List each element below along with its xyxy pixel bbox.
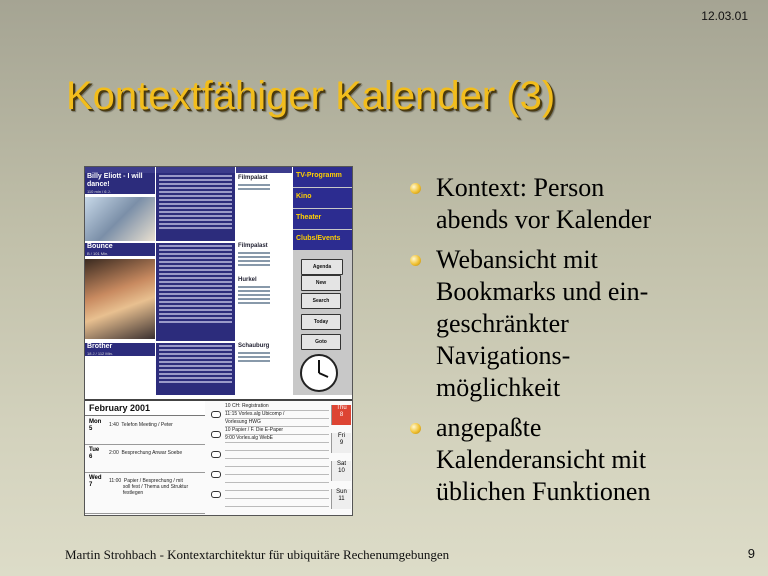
- movie-description: [156, 173, 235, 241]
- event-line: 11:15 Vorles.alg Ubicomp /: [225, 411, 329, 419]
- clock-icon: [299, 353, 339, 393]
- cinema-entry[interactable]: [236, 243, 292, 268]
- cinema-entry[interactable]: [236, 343, 292, 364]
- bullet-item: [407, 244, 727, 404]
- movie-subtitle: B / 101 Min.: [85, 251, 155, 256]
- day-tab[interactable]: Fri 9: [331, 433, 351, 453]
- binder-ring-icon: [211, 491, 221, 498]
- movie-photo: [85, 197, 155, 241]
- calendar-view: [85, 399, 352, 516]
- description-column: [156, 167, 235, 395]
- bullet-item: [407, 172, 727, 236]
- column-header: [236, 167, 292, 173]
- event-line: 9:00 Vorles.alg WebE: [225, 435, 329, 443]
- bookmark-kino[interactable]: [293, 188, 352, 208]
- cinema-name: Filmpalast: [238, 243, 268, 249]
- right-page-events[interactable]: [225, 403, 329, 507]
- movie-subtitle: 18 J / 112 Min.: [85, 351, 155, 356]
- calendar-day[interactable]: [85, 445, 205, 473]
- embedded-screenshot: [84, 166, 353, 516]
- today-button[interactable]: Today: [301, 314, 341, 330]
- bookmark-label: TV-Programm: [296, 172, 342, 179]
- day-tab[interactable]: Sun 11: [331, 489, 351, 509]
- bullet-item: [407, 412, 727, 508]
- movie-entry[interactable]: [85, 243, 155, 256]
- day-events: 11:00 Papier / Besprechung / mit soll fest / Thema und Struktur festlegen: [109, 478, 189, 496]
- goto-button[interactable]: Goto: [301, 334, 341, 350]
- movie-subtitle: 110 min / 6 J.: [85, 189, 155, 194]
- movie-photo: [85, 259, 155, 339]
- bookmark-theater[interactable]: [293, 209, 352, 229]
- bookmark-tv[interactable]: [293, 167, 352, 187]
- movie-entry[interactable]: [85, 173, 155, 194]
- bullet-list: [407, 172, 727, 508]
- event-line: 10 Papier / F. Die E-Paper: [225, 427, 329, 435]
- bookmark-label: Clubs/Events: [296, 235, 341, 242]
- binder-ring-icon: [211, 451, 221, 458]
- movie-title: Billy Eliott - I will dance!: [85, 173, 155, 189]
- web-view: [85, 167, 352, 399]
- new-button[interactable]: New: [301, 275, 341, 291]
- cinema-name: Filmpalast: [238, 175, 268, 181]
- calendar-day[interactable]: [85, 473, 205, 514]
- cinema-column: [236, 167, 292, 395]
- day-tab[interactable]: Thu 8: [331, 405, 351, 425]
- bullet-text: Kontext: Person abends vor Kalender: [436, 173, 652, 234]
- day-events: 2:00 Besprechung Anwar Soebe: [109, 450, 183, 456]
- event-line: Vorlesung HWG: [225, 419, 329, 427]
- slide-date: 12.03.01: [701, 9, 748, 23]
- cinema-name: Schauburg: [238, 343, 270, 349]
- search-button[interactable]: Search: [301, 293, 341, 309]
- day-events: 1:40 Telefon Meeting / Peter: [109, 422, 173, 428]
- calendar-day[interactable]: [85, 417, 205, 445]
- agenda-button[interactable]: Agenda: [301, 259, 343, 275]
- calendar-header: [85, 401, 205, 416]
- cinema-entry[interactable]: [236, 277, 292, 306]
- bullet-dot-icon: [410, 255, 421, 266]
- movie-entry[interactable]: [85, 343, 155, 356]
- movie-title: Bounce: [85, 243, 155, 251]
- movie-description: [156, 343, 235, 395]
- cinema-name: Hurkel: [238, 277, 257, 283]
- bookmark-label: Kino: [296, 193, 312, 200]
- bullet-text: Webansicht mit Bookmarks und ein- geschränkter Navigations- möglichkeit: [436, 245, 649, 402]
- day-label: Tue 6: [89, 447, 100, 460]
- bookmark-clubs[interactable]: [293, 230, 352, 250]
- movie-title: Brother: [85, 343, 155, 351]
- binder-ring-icon: [211, 471, 221, 478]
- slide-title: Kontextfähiger Kalender (3): [66, 74, 556, 118]
- binder-ring-icon: [211, 411, 221, 418]
- bullet-dot-icon: [410, 423, 421, 434]
- movie-column: [85, 167, 155, 395]
- event-line: 10 CH: Registration: [225, 403, 329, 411]
- bookmark-sidebar: [293, 167, 352, 395]
- cinema-entry[interactable]: [236, 175, 292, 192]
- calendar-month: February 2001: [89, 403, 151, 413]
- movie-description: [156, 243, 235, 341]
- day-label: Wed 7: [89, 475, 102, 488]
- bullet-dot-icon: [410, 183, 421, 194]
- bullet-text: angepaßte Kalenderansicht mit üblichen Funktionen: [436, 413, 651, 506]
- bookmark-label: Theater: [296, 214, 322, 221]
- page-number: 9: [747, 546, 755, 561]
- binder-ring-icon: [211, 431, 221, 438]
- slide-footer: Martin Strohbach - Kontextarchitektur für ubiquitäre Rechenumgebungen: [65, 547, 450, 562]
- day-label: Mon 5: [89, 419, 102, 432]
- day-tab[interactable]: Sat 10: [331, 461, 351, 481]
